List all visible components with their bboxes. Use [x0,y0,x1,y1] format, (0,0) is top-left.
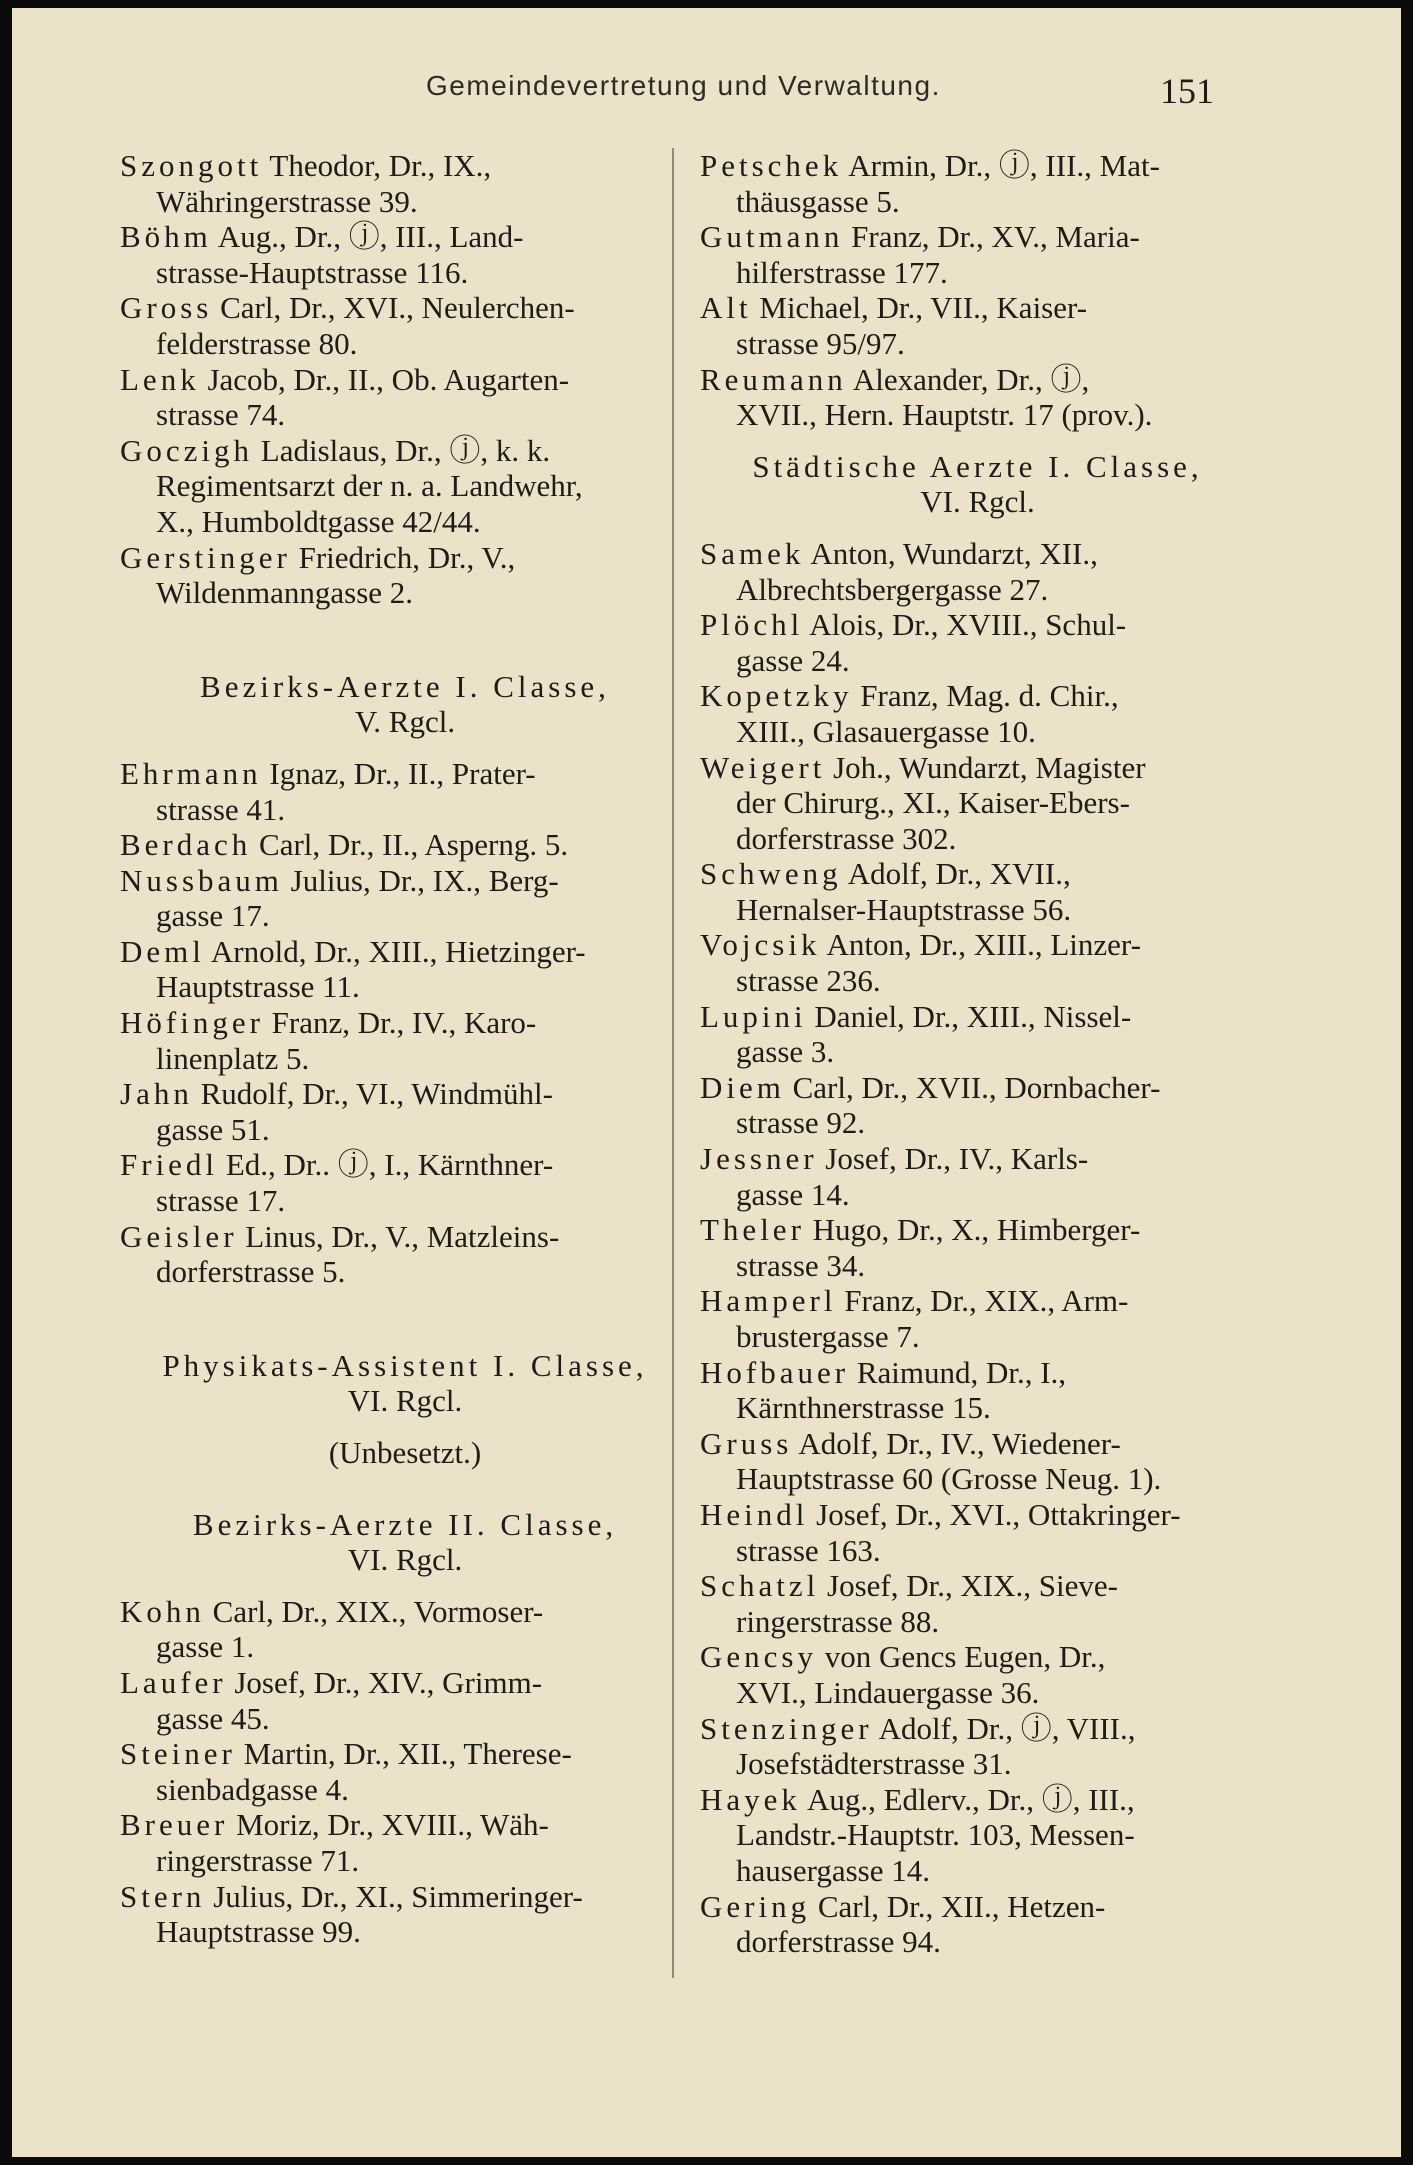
entry-surname: Jahn [120,1076,193,1112]
entry-details: Josef, Dr., XVI., Ottakringer- [808,1496,1181,1532]
entry-continuation: gasse 17. [156,898,270,934]
directory-entry [700,1782,1255,1889]
directory-entry [120,1665,690,1736]
entry-surname: Jessner [700,1141,818,1177]
entry-details: Ed., Dr.. ⓙ, I., Kärnthner- [218,1147,554,1183]
left-top-entries [120,148,690,611]
entry-surname: Ehrmann [120,755,262,791]
entry-details: Carl, Dr., XIX., Vormoser- [204,1593,544,1629]
entry-continuation: felderstrasse 80. [156,325,358,361]
entry-surname: Berdach [120,827,252,863]
entry-continuation: gasse 1. [156,1629,255,1665]
entry-continuation: thäusgasse 5. [736,183,900,219]
entry-details: Linus, Dr., V., Matzleins- [237,1218,560,1254]
entry-continuation: strasse 92. [736,1105,866,1141]
entry-details: Franz, Dr., IV., Karo- [263,1005,537,1041]
directory-entry [700,1568,1255,1639]
entry-continuation: gasse 3. [736,1034,835,1070]
entry-details: Julius, Dr., XI., Simmeringer- [205,1878,583,1914]
entry-surname: Gruss [700,1425,793,1461]
entry-continuation: strasse 95/97. [736,325,905,361]
entry-surname: Geisler [120,1218,238,1254]
entry-surname: Reumann [700,361,847,397]
entry-continuation: Josefstädterstrasse 31. [736,1746,1012,1782]
entry-continuation: Währingerstrasse 39. [156,183,418,219]
directory-entry [120,362,690,433]
entry-continuation: strasse 163. [736,1532,881,1568]
entry-details: Anton, Dr., XIII., Linzer- [820,927,1141,963]
entry-details: Ladislaus, Dr., ⓙ, k. k. [253,432,551,468]
entry-surname: Weigert [700,749,826,785]
entry-continuation: dorferstrasse 302. [736,820,957,856]
entry-details: Carl, Dr., XII., Hetzen- [810,1888,1106,1924]
entry-surname: Petschek [700,148,843,183]
entry-details: Aug., Dr., ⓙ, III., Land- [211,219,524,255]
section-entries [120,1594,690,1950]
right-top-entries [700,148,1255,433]
entry-details: Michael, Dr., VII., Kaiser- [751,290,1088,326]
entry-surname: Hayek [700,1781,801,1817]
entry-details: Arnold, Dr., XIII., Hietzinger- [204,933,586,969]
entry-details: Daniel, Dr., XIII., Nissel- [806,998,1132,1034]
entry-details: Carl, Dr., XVI., Neulerchen- [212,290,575,326]
right-column [700,148,1255,1960]
entry-continuation: gasse 24. [736,642,850,678]
entry-surname: Stenzinger [700,1710,873,1746]
entry-surname: Gutmann [700,219,844,255]
entry-surname: Höfinger [120,1005,264,1041]
entry-details: Ignaz, Dr., II., Prater- [261,755,536,791]
entry-continuation: Hauptstrasse 11. [156,969,360,1005]
entry-continuation: Hernalser-Hauptstrasse 56. [736,891,1072,927]
running-title: Gemeindevertretung und Verwaltung. [426,70,941,101]
vacancy-note: (Unbesetzt.) [328,1435,482,1470]
section-entries [700,536,1255,1960]
entry-details: Franz, Dr., XIX., Arm- [836,1283,1129,1319]
entry-details: Friedrich, Dr., V., [290,539,516,575]
entry-details: Anton, Wundarzt, XII., [804,535,1098,571]
left-column [120,148,690,1950]
directory-entry [120,1807,690,1878]
entry-continuation: linenplatz 5. [156,1040,310,1076]
entry-details: Josef, Dr., IV., Karls- [817,1141,1089,1177]
directory-entry [120,148,690,219]
entry-details: Aug., Edlerv., Dr., ⓙ, III., [800,1781,1135,1817]
entry-continuation: XVII., Hern. Hauptstr. 17 (prov.). [736,397,1153,433]
entry-continuation: Landstr.-Hauptstr. 103, Messen- [736,1817,1135,1853]
section-entries [120,756,690,1290]
entry-details: Theodor, Dr., IX., [262,148,492,183]
directory-entry [700,999,1255,1070]
entry-continuation: XIII., Glasauergasse 10. [736,713,1036,749]
entry-surname: Szongott [120,148,263,183]
entry-continuation: dorferstrasse 5. [156,1254,346,1290]
entry-surname: Kohn [120,1593,205,1629]
entry-surname: Theler [700,1212,805,1248]
entry-continuation: gasse 51. [156,1111,270,1147]
entry-details: Josef, Dr., XIV., Grimm- [226,1664,543,1700]
entry-continuation: Wildenmanngasse 2. [156,575,414,611]
directory-entry [700,1497,1255,1568]
section-heading: Physikats-Assistent I. Classe, VI. Rgcl. (Unbesetzt.) [120,1348,690,1471]
entry-surname: Schatzl [700,1568,820,1604]
entry-surname: Friedl [120,1147,219,1183]
entry-continuation: dorferstrasse 94. [736,1924,941,1960]
directory-entry [120,1879,690,1950]
entry-continuation: hilferstrasse 177. [736,254,948,290]
directory-entry [700,927,1255,998]
directory-entry [700,1711,1255,1782]
entry-continuation: gasse 14. [736,1176,850,1212]
entry-details: Joh., Wundarzt, Magister [825,749,1146,785]
entry-details: Alois, Dr., XVIII., Schul- [803,607,1127,643]
directory-entry [120,756,690,827]
entry-continuation: strasse 17. [156,1183,286,1219]
directory-entry [700,1889,1255,1960]
entry-details: Adolf, Dr., IV., Wiedener- [792,1425,1121,1461]
directory-entry [120,1076,690,1147]
entry-details: Alexander, Dr., ⓙ, [846,361,1090,397]
entry-continuation: gasse 45. [156,1700,270,1736]
entry-surname: Gross [120,290,213,326]
entry-details: Rudolf, Dr., VI., Windmühl- [192,1076,553,1112]
entry-surname: Kopetzky [700,678,853,714]
directory-entry [700,1639,1255,1710]
entry-continuation: sienbadgasse 4. [156,1771,349,1807]
directory-entry [120,1594,690,1665]
section-heading: Bezirks-Aerzte I. Classe, V. Rgcl. [200,668,610,740]
section-heading: Bezirks-Aerzte II. Classe, VI. Rgcl. [192,1506,618,1578]
entry-surname: Plöchl [700,607,804,643]
entry-surname: Deml [120,933,205,969]
directory-entry [700,290,1255,361]
directory-entry [120,1147,690,1218]
directory-entry [700,1141,1255,1212]
entry-surname: Hofbauer [700,1354,850,1390]
directory-entry [700,148,1255,219]
entry-details: Adolf, Dr., XVII., [841,856,1071,892]
entry-continuation: strasse 74. [156,397,286,433]
entry-details: Moriz, Dr., XVIII., Wäh- [228,1807,549,1843]
entry-surname: Steiner [120,1736,236,1772]
directory-entry [700,1355,1255,1426]
directory-entry [120,433,690,540]
entry-surname: Schweng [700,856,842,892]
directory-entry [700,607,1255,678]
entry-surname: Stern [120,1878,206,1914]
entry-continuation: strasse 34. [736,1247,866,1283]
entry-continuation: ringerstrasse 88. [736,1603,940,1639]
entry-continuation: Hauptstrasse 99. [156,1914,361,1950]
entry-details: Franz, Mag. d. Chir., [852,678,1119,714]
entry-surname: Lupini [700,998,807,1034]
entry-continuation: Kärnthnerstrasse 15. [736,1390,991,1426]
entry-surname: Vojcsik [700,927,821,963]
entry-details: Jacob, Dr., II., Ob. Augarten- [199,361,570,397]
entry-surname: Hamperl [700,1283,837,1319]
entry-details: Carl, Dr., II., Asperng. 5. [251,827,569,863]
entry-continuation: strasse-Hauptstrasse 116. [156,254,469,290]
directory-entry [700,678,1255,749]
directory-entry [700,856,1255,927]
entry-surname: Gering [700,1888,811,1924]
entry-surname: Böhm [120,219,212,255]
entry-continuation: Albrechtsbergergasse 27. [736,571,1049,607]
directory-entry [120,219,690,290]
entry-details: Raimund, Dr., I., [849,1354,1067,1390]
directory-entry [700,750,1255,857]
entry-continuation: Hauptstrasse 60 (Grosse Neug. 1). [736,1461,1162,1497]
entry-details: Julius, Dr., IX., Berg- [282,862,559,898]
entry-continuation: strasse 41. [156,791,286,827]
entry-continuation: X., Humboldtgasse 42/44. [156,503,481,539]
book-page [12,8,1401,2157]
entry-surname: Goczigh [120,432,254,468]
entry-surname: Laufer [120,1664,227,1700]
directory-entry [120,540,690,611]
entry-continuation: hausergasse 14. [736,1852,930,1888]
entry-details: Franz, Dr., XV., Maria- [843,219,1140,255]
entry-continuation: strasse 236. [736,963,881,999]
directory-entry [700,1283,1255,1354]
entry-surname: Nussbaum [120,862,283,898]
entry-surname: Alt [700,290,752,326]
entry-continuation: Regimentsarzt der n. a. Landwehr, [156,468,583,504]
entry-surname: Samek [700,535,805,571]
entry-surname: Lenk [120,361,200,397]
entry-surname: Gencsy [700,1639,817,1675]
entry-details: Adolf, Dr., ⓙ, VIII., [872,1710,1136,1746]
directory-entry [700,219,1255,290]
directory-entry [120,934,690,1005]
entry-continuation: XVI., Lindauergasse 36. [736,1674,1040,1710]
entry-surname: Heindl [700,1496,809,1532]
directory-entry [700,536,1255,607]
page-number: 151 [1160,71,1214,111]
directory-entry [120,1736,690,1807]
directory-entry [120,863,690,934]
directory-entry [120,1219,690,1290]
directory-entry [120,827,690,863]
entry-details: Armin, Dr., ⓙ, III., Mat- [842,148,1160,183]
entry-details: Josef, Dr., XIX., Sieve- [819,1568,1119,1604]
entry-surname: Gerstinger [120,539,291,575]
page-header [12,70,1401,120]
section-heading: Städtische Aerzte I. Classe, VI. Rgcl. [752,448,1203,520]
directory-entry [120,1005,690,1076]
directory-entry [700,1426,1255,1497]
directory-entry [700,1070,1255,1141]
entry-surname: Breuer [120,1807,229,1843]
entry-details: Hugo, Dr., X., Himberger- [804,1212,1141,1248]
directory-entry [700,362,1255,433]
entry-details: Carl, Dr., XVII., Dornbacher- [784,1069,1161,1105]
entry-surname: Diem [700,1069,785,1105]
entry-continuation: ringerstrasse 71. [156,1842,360,1878]
directory-entry [120,290,690,361]
entry-details: von Gencs Eugen, Dr., [816,1639,1106,1675]
directory-entry [700,1212,1255,1283]
entry-continuation: brustergasse 7. [736,1319,920,1354]
entry-continuation: der Chirurg., XI., Kaiser-Ebers- [736,785,1130,821]
entry-details: Martin, Dr., XII., Therese- [235,1736,572,1772]
